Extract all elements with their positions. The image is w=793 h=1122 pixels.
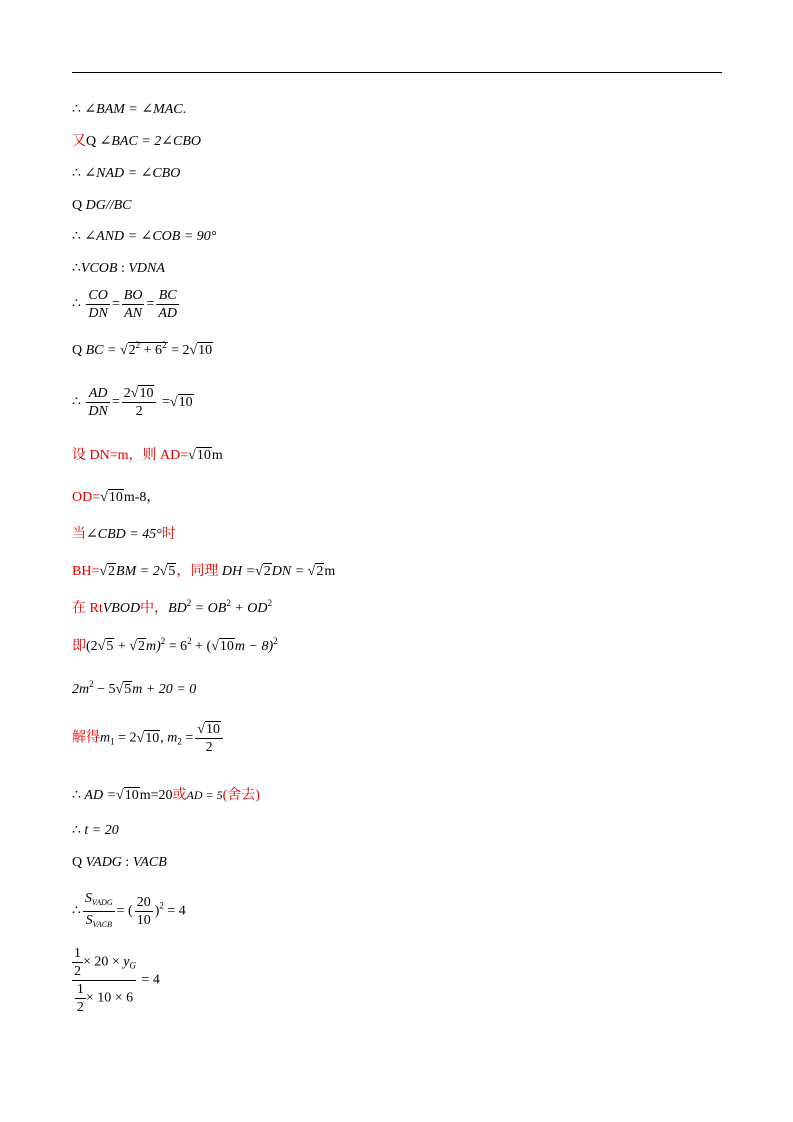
step-21: ∴ $\frac{S_{VADG}}{S_{VACB}}$ = ( $\frac{20}{10}$ )$^2$ = 4 <box>72 890 186 933</box>
step-12: 当∠CBD = 45°时 <box>72 527 176 542</box>
fraction: $\frac{BO}{AN}$ <box>123 288 143 321</box>
step-16: $2m^2 - 5√5m + 20 = 0$ <box>72 679 197 697</box>
step-2: 又Q ∠BAC = 2∠CBO <box>72 134 201 149</box>
step-9: ∴ $\frac{AD}{DN}$ = $\frac{2√10}{2}$ =√10 <box>72 386 193 419</box>
step-19: ∴ t = 20 <box>72 823 119 838</box>
fraction: $\frac{AD}{DN}$ <box>88 386 108 419</box>
fraction: $\frac{1}{2}$ × $20 \times y_G$ $\frac{1}{2}$ × 10 × 6 <box>74 946 137 1015</box>
step-4: Q DG//BC <box>72 198 132 213</box>
step-18: ∴ AD =√10m=20或AD = 5(舍去) <box>72 788 260 803</box>
step-11: OD=√10m-8， <box>72 490 161 505</box>
step-6: ∴VCOB : VDNA <box>72 261 165 276</box>
fraction: $\frac{√10}{2}$ <box>195 721 223 756</box>
step-20: Q VADG : VACB <box>72 855 167 870</box>
header-rule <box>72 72 722 73</box>
fraction: $\frac{S_{VADG}}{S_{VACB}}$ <box>84 891 113 929</box>
fraction: $\frac{CO}{DN}$ <box>88 288 108 321</box>
fraction: $\frac{20}{10}$ <box>136 895 151 928</box>
step-8: Q BC = $√2^2 + 6^2 = 2√10$ <box>72 340 213 358</box>
step-7: ∴ $\frac{CO}{DN}$ = $\frac{BO}{AN}$ = $\frac{BC}{AD}$ <box>72 288 178 321</box>
step-14: 在 RtVBOD中，$BD^2 = OB^2 + OD^2$ <box>72 598 273 616</box>
fraction: $\frac{BC}{AD}$ <box>158 288 178 321</box>
step-10: 设 DN=m，则 AD=√10m <box>72 448 223 463</box>
step-17: 解得$m_1 = 2√10$, $m_2$ = $\frac{√10}{2}$ <box>72 721 225 756</box>
step-5: ∴ ∠AND = ∠COB = 90° <box>72 229 217 244</box>
step-22: $\frac{1}{2}$ × $20 \times y_G$ $\frac{1}{2}$ × 10 × 6 = 4 <box>74 946 160 1015</box>
fraction: $\frac{2√10}{2}$ <box>122 385 157 420</box>
step-13: BH=√2BM = 2√5，同理 DH =√2DN = √2m <box>72 564 336 579</box>
step-15: 即$(2√5 + √2m)^2 = 6^2 + (√10m - 8)^2$ <box>72 636 278 654</box>
step-3: ∴ ∠NAD = ∠CBO <box>72 166 181 181</box>
step-1: ∴ ∠BAM = ∠MAC. <box>72 102 187 117</box>
